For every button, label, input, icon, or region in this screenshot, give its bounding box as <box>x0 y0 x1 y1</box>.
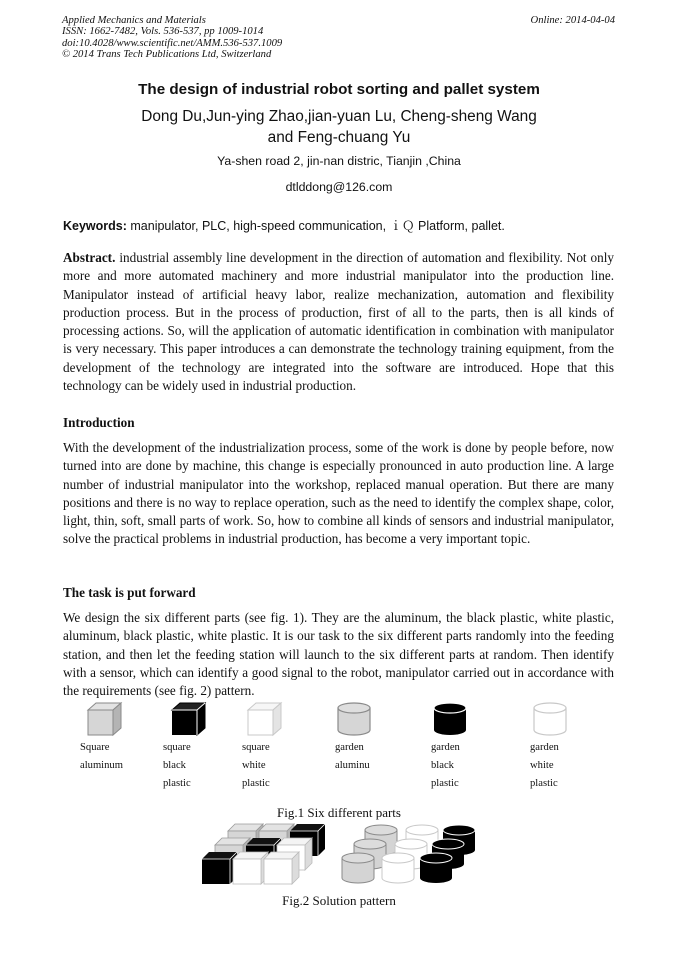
cube-white-plastic-icon <box>246 701 284 737</box>
figure-2-caption: Fig.2 Solution pattern <box>282 893 396 908</box>
authors-line-1: Dong Du,Jun-ying Zhao,jian-yuan Lu, Cheng-sheng Wang <box>141 108 537 125</box>
keywords <box>63 216 505 234</box>
affiliation: Ya-shen road 2, jin-nan distric, Tianjin ,China <box>217 154 461 168</box>
part-label-garden-white-plastic: garden white plastic <box>530 742 559 789</box>
cylinder-black-plastic-icon <box>432 701 470 737</box>
journal-header <box>62 15 282 61</box>
cube-solution-pattern-icon <box>196 822 330 888</box>
doi-line: doi:10.4028/www.scientific.net/AMM.536-537.1009 <box>62 37 283 49</box>
journal-name: Applied Mechanics and Materials <box>62 15 206 26</box>
part-label-square-aluminum: Square aluminum <box>80 742 123 771</box>
section-heading-task: The task is put forward <box>63 585 196 600</box>
abstract-text: industrial assembly line development in the direction of automation and flexibility. Not only more and more automated machinery and more industrial manipulator into the production line. Manipulator instead of artificial heavy labor, realize mechanization, automation and flexibility production process. But in the process of production, first of all to the parts, then is all kinds of processing actions. So, will the application of automatic identification in combination with manipulator is very necessary. This paper introduces a can demonstrate the technology training equipment, from the development of the technology are integrated into the software are introduced. Hope that this technology can be widely used in industrial production. <box>63 250 614 394</box>
keywords-text: manipulator, PLC, high-speed communication, ｉＱ Platform, pallet. <box>126 219 505 233</box>
part-label-square-white-plastic: square white plastic <box>242 742 270 789</box>
author-email: dtlddong@126.com <box>285 180 393 194</box>
section-heading-introduction: Introduction <box>63 415 135 430</box>
issn-line: ISSN: 1662-7482, Vols. 536-537, pp 1009-1014 <box>62 26 264 38</box>
task-text: We design the six different parts (see fig. 1). They are the aluminum, the black plastic, white plastic, aluminum, black plastic, white plastic. It is our task to the six different parts randomly into the feeding station, and then let the feeding station will launch to the six different parts at random. Then identify with a sensor, which can identify a good signal to the robot, manipulator carried out in accordance with the requirements (see fig. 2) pattern. <box>63 610 614 699</box>
part-label-garden-aluminum: garden aluminu <box>335 742 370 771</box>
part-label-garden-black-plastic: garden black plastic <box>431 742 460 789</box>
authors-line-2: and Feng-chuang Yu <box>267 129 411 146</box>
online-date: Online: 2014-04-04 <box>530 15 615 26</box>
cube-black-plastic-icon <box>170 701 208 737</box>
paper-title: The design of industrial robot sorting and pallet system <box>138 81 540 98</box>
abstract-label: Abstract. <box>63 250 116 265</box>
cylinder-white-plastic-icon <box>532 701 570 737</box>
abstract <box>63 249 614 395</box>
figure-1-caption: Fig.1 Six different parts <box>277 805 401 820</box>
keywords-label: Keywords: <box>63 219 127 233</box>
cylinder-solution-pattern-icon <box>338 822 478 888</box>
part-label-square-black-plastic: square black plastic <box>163 742 191 789</box>
cylinder-aluminum-icon <box>336 701 374 737</box>
copyright-line: © 2014 Trans Tech Publications Ltd, Switzerland <box>62 49 272 61</box>
cube-aluminum-icon <box>86 701 124 737</box>
authors <box>0 106 678 148</box>
introduction-text: With the development of the industrialization process, some of the work is done by people before, now turned into are done by machine, this change is especially pronounced in auto production line. A large number of industrial manipulator into the workshop, replaced manual operation. But there are many positions and there is no way to replace operation, such as the need to identify the complex shape, color, light, thin, soft, small parts of work. So, how to combine all kinds of sensors and industrial manipulator, solve the practical problems in industrial production, has become a very important topic. <box>63 440 614 547</box>
